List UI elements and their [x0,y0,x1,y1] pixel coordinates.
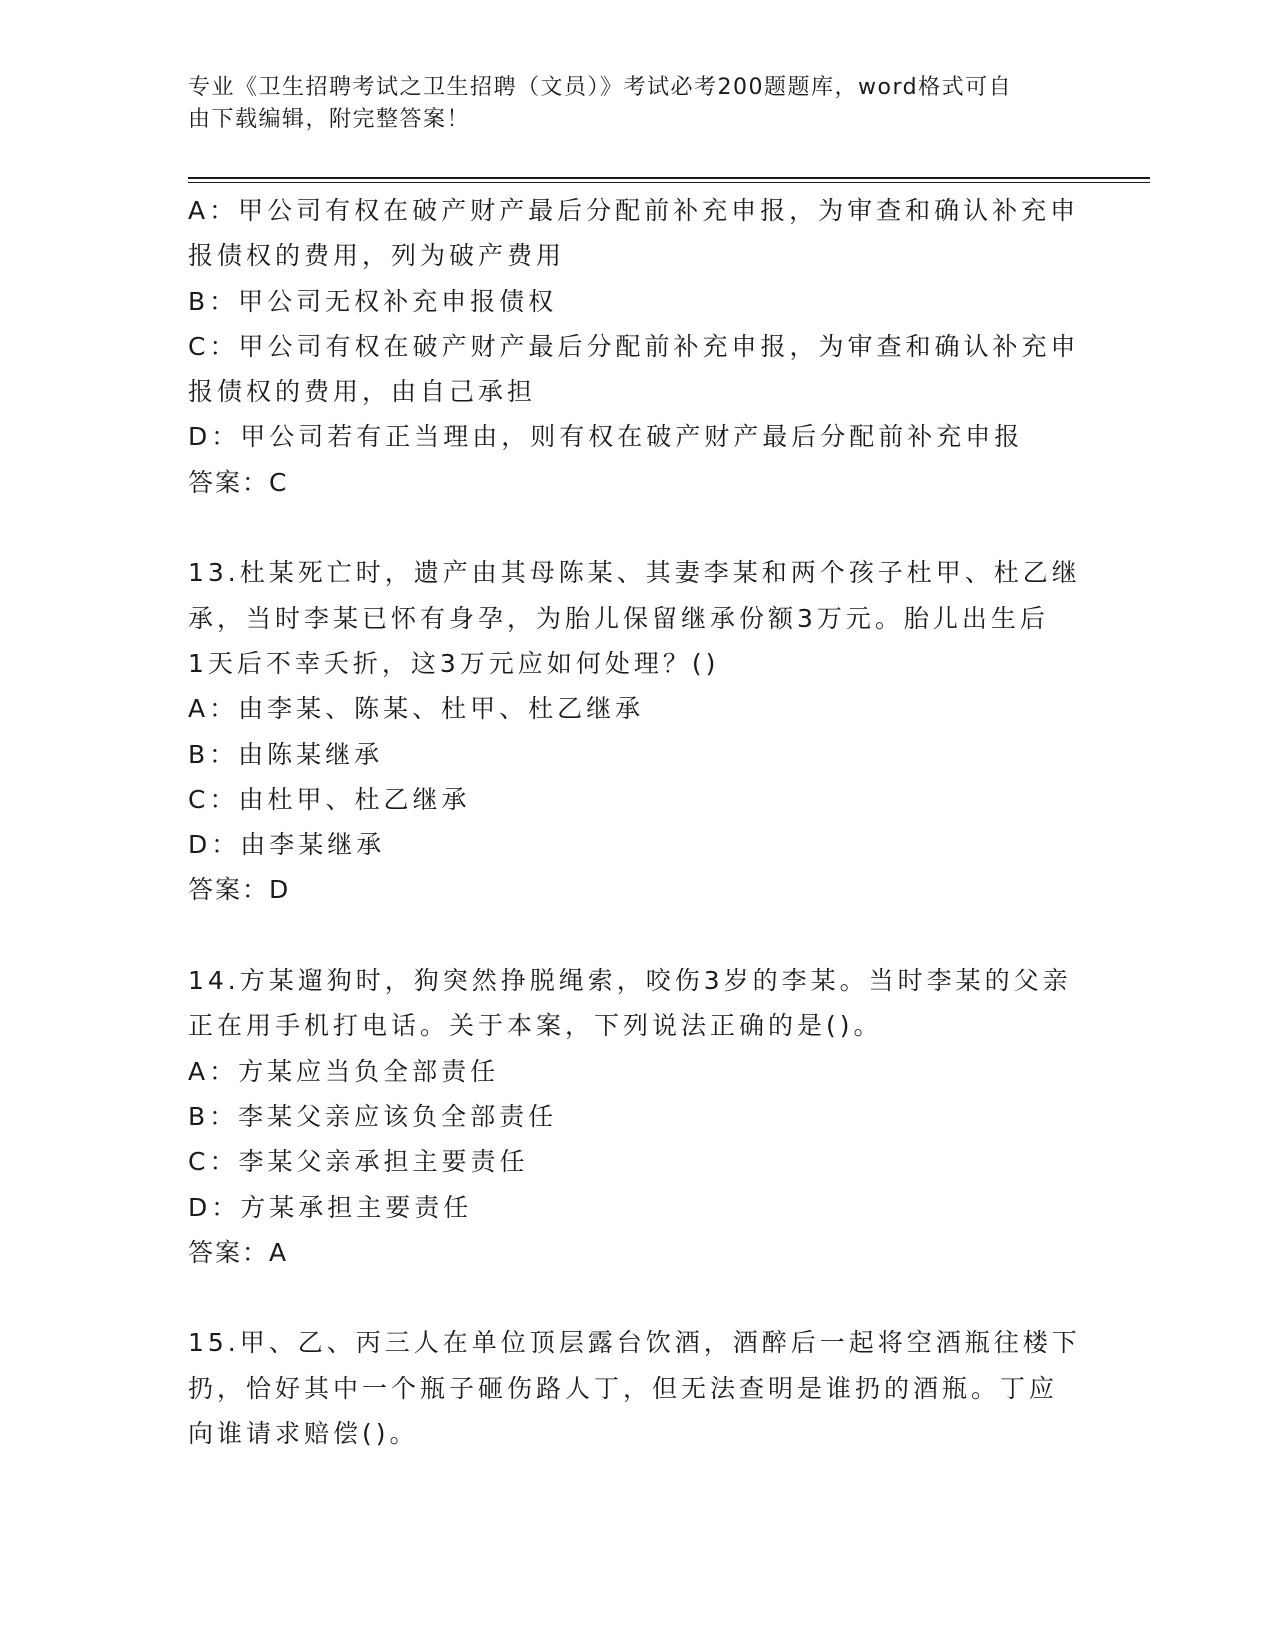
q14-stem-line-2: 正在用手机打电话。关于本案，下列说法正确的是()。 [188,1011,883,1041]
q13-option-a: A：由李某、陈某、杜甲、杜乙继承 [188,694,645,724]
q14-answer: 答案：A [188,1237,289,1267]
q13-stem-line-1: 13.杜某死亡时，遗产由其母陈某、其妻李某和两个孩子杜甲、杜乙继 [188,558,1081,588]
question-13 [188,550,1081,912]
q12-option-c-line-2: 报债权的费用，由自己承担 [188,377,537,407]
q13-option-b: B：由陈某继承 [188,739,384,769]
q14-option-b: B：李某父亲应该负全部责任 [188,1101,558,1131]
q13-option-c: C：由杜甲、杜乙继承 [188,784,471,814]
q15-stem-line-3: 向谁请求赔偿()。 [188,1419,419,1449]
header-line-1: 专业《卫生招聘考试之卫生招聘（文员）》考试必考200题题库，word格式可自 [188,75,1013,100]
question-15 [188,1320,1081,1456]
question-12 [188,188,1078,505]
q12-option-a-line-1: A：甲公司有权在破产财产最后分配前补充申报，为审查和确认补充申 [188,196,1080,225]
document-header [188,72,1068,136]
q13-answer: 答案：D [188,875,291,905]
spacer [188,913,1078,958]
q14-stem-line-1: 14.方某遛狗时，狗突然挣脱绳索，咬伤3岁的李某。当时李某的父亲 [188,966,1072,996]
q15-stem-line-1: 15.甲、乙、丙三人在单位顶层露台饮酒，酒醉后一起将空酒瓶往楼下 [188,1328,1081,1358]
header-divider-thick [188,177,1150,179]
q12-option-d: D：甲公司若有正当理由，则有权在破产财产最后分配前补充申报 [188,422,1024,452]
q14-option-a: A：方某应当负全部责任 [188,1056,500,1086]
q13-stem-line-2: 承，当时李某已怀有身孕，为胎儿保留继承份额3万元。胎儿出生后 [188,603,1049,633]
spacer [188,505,1078,550]
q12-answer: 答案：C [188,467,289,497]
header-line-2: 由下载编辑，附完整答案！ [188,107,471,132]
q13-option-d: D：由李某继承 [188,830,386,860]
question-14 [188,958,1078,1275]
header-divider-thin [188,182,1150,183]
q12-option-c-line-1: C：甲公司有权在破产财产最后分配前补充申报，为审查和确认补充申 [188,331,1080,361]
q13-stem-line-3: 1天后不幸夭折，这3万元应如何处理？() [188,648,720,678]
q12-option-b: B：甲公司无权补充申报债权 [188,286,558,316]
q14-option-c: C：李某父亲承担主要责任 [188,1147,529,1177]
q12-option-a-line-2: 报债权的费用，列为破产费用 [188,241,566,271]
document-body [188,188,1081,1456]
spacer [188,1275,1078,1320]
q14-option-d: D：方某承担主要责任 [188,1192,473,1222]
q15-stem-line-2: 扔，恰好其中一个瓶子砸伤路人丁，但无法查明是谁扔的酒瓶。丁应 [188,1373,1059,1403]
